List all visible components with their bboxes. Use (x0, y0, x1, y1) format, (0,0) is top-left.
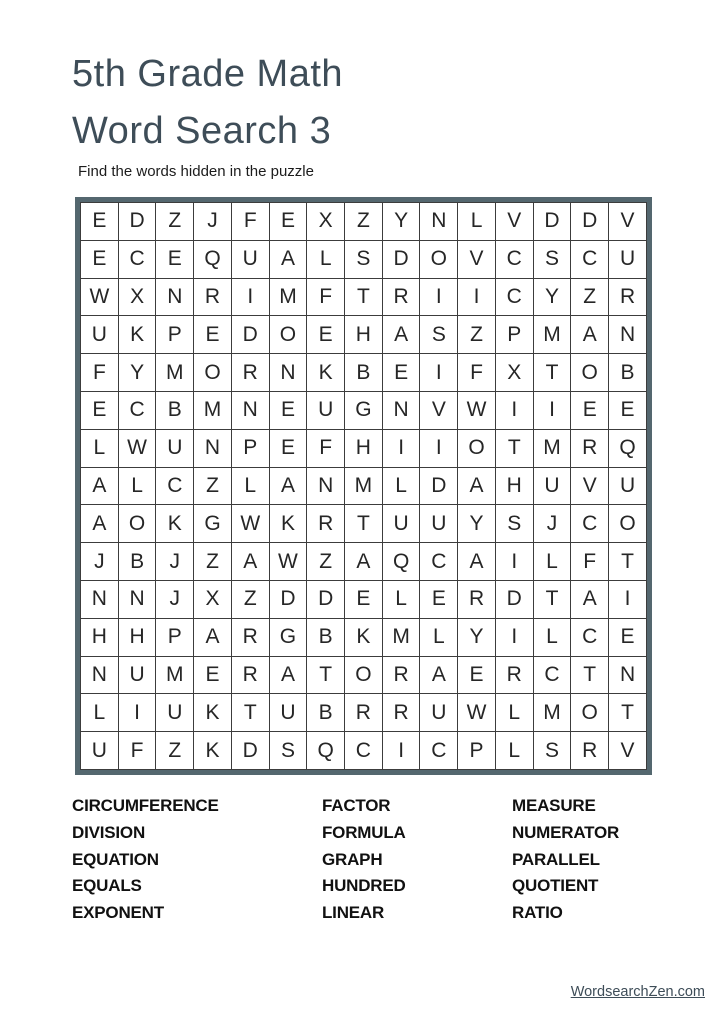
grid-cell: M (533, 429, 571, 467)
word-item: DIVISION (72, 822, 146, 842)
grid-cell: R (495, 656, 533, 694)
word-item: PARALLEL (512, 849, 600, 869)
grid-cell: U (609, 240, 647, 278)
grid-cell: B (118, 543, 156, 581)
grid-cell: V (458, 240, 496, 278)
grid-cell: S (345, 240, 383, 278)
grid-cell: V (420, 391, 458, 429)
grid-row (81, 316, 647, 354)
grid-cell: A (382, 316, 420, 354)
grid-cell: U (118, 656, 156, 694)
grid-cell: Z (194, 543, 232, 581)
grid-row (81, 278, 647, 316)
grid-cell: R (458, 580, 496, 618)
grid-cell: I (533, 391, 571, 429)
letter-grid-table (80, 202, 647, 770)
grid-cell: A (269, 656, 307, 694)
grid-cell: S (495, 505, 533, 543)
grid-cell: T (231, 694, 269, 732)
grid-cell: E (609, 391, 647, 429)
word-item: CIRCUMFERENCE (72, 796, 219, 815)
grid-cell: R (571, 732, 609, 770)
word-item: FORMULA (322, 822, 406, 842)
grid-cell: E (345, 580, 383, 618)
grid-cell: E (609, 618, 647, 656)
grid-cell: T (533, 580, 571, 618)
grid-cell: J (81, 543, 119, 581)
grid-cell: O (194, 354, 232, 392)
grid-cell: X (307, 203, 345, 241)
grid-cell: A (269, 240, 307, 278)
grid-cell: B (156, 391, 194, 429)
grid-cell: C (495, 278, 533, 316)
grid-cell: R (345, 694, 383, 732)
grid-cell: E (307, 316, 345, 354)
grid-cell: C (533, 656, 571, 694)
grid-cell: R (307, 505, 345, 543)
grid-cell: H (345, 429, 383, 467)
grid-cell: U (307, 391, 345, 429)
grid-cell: L (118, 467, 156, 505)
grid-cell: C (345, 732, 383, 770)
grid-cell: T (609, 694, 647, 732)
grid-cell: N (307, 467, 345, 505)
word-item: EQUALS (72, 876, 142, 896)
grid-cell: K (156, 505, 194, 543)
word-item: NUMERATOR (512, 822, 620, 842)
grid-row (81, 543, 647, 581)
grid-cell: P (458, 732, 496, 770)
grid-cell: G (269, 618, 307, 656)
grid-cell: I (420, 278, 458, 316)
grid-cell: A (345, 543, 383, 581)
grid-cell: Y (458, 618, 496, 656)
grid-cell: E (458, 656, 496, 694)
grid-cell: N (81, 656, 119, 694)
grid-cell: E (156, 240, 194, 278)
grid-row (81, 694, 647, 732)
grid-cell: L (458, 203, 496, 241)
grid-cell: R (231, 656, 269, 694)
grid-cell: F (307, 278, 345, 316)
grid-cell: L (533, 618, 571, 656)
grid-cell: J (156, 543, 194, 581)
grid-cell: N (194, 429, 232, 467)
grid-cell: I (231, 278, 269, 316)
grid-cell: N (156, 278, 194, 316)
grid-cell: I (118, 694, 156, 732)
grid-cell: V (609, 732, 647, 770)
grid-cell: A (571, 316, 609, 354)
grid-cell: T (609, 543, 647, 581)
word-item: LINEAR (322, 903, 385, 923)
grid-cell: M (156, 354, 194, 392)
grid-row (81, 732, 647, 770)
grid-cell: R (231, 618, 269, 656)
grid-cell: Z (231, 580, 269, 618)
grid-cell: L (495, 694, 533, 732)
grid-cell: P (495, 316, 533, 354)
grid-cell: H (81, 618, 119, 656)
grid-row (81, 391, 647, 429)
grid-row (81, 354, 647, 392)
grid-cell: P (231, 429, 269, 467)
grid-cell: U (533, 467, 571, 505)
grid-cell: T (533, 354, 571, 392)
grid-cell: A (231, 543, 269, 581)
grid-cell: E (81, 240, 119, 278)
grid-cell: B (307, 694, 345, 732)
grid-cell: J (533, 505, 571, 543)
grid-cell: R (382, 656, 420, 694)
grid-cell: N (118, 580, 156, 618)
grid-cell: I (420, 354, 458, 392)
grid-cell: R (382, 278, 420, 316)
grid-cell: U (382, 505, 420, 543)
grid-cell: U (156, 694, 194, 732)
grid-cell: I (458, 278, 496, 316)
grid-cell: D (231, 316, 269, 354)
grid-cell: C (420, 543, 458, 581)
grid-cell: Z (571, 278, 609, 316)
word-search-grid (75, 197, 652, 775)
grid-cell: A (571, 580, 609, 618)
grid-cell: E (269, 429, 307, 467)
grid-cell: M (194, 391, 232, 429)
grid-cell: L (231, 467, 269, 505)
grid-cell: L (533, 543, 571, 581)
grid-cell: V (495, 203, 533, 241)
grid-cell: Y (382, 203, 420, 241)
grid-cell: Q (382, 543, 420, 581)
grid-cell: E (194, 656, 232, 694)
grid-cell: R (382, 694, 420, 732)
grid-cell: O (118, 505, 156, 543)
grid-cell: M (533, 316, 571, 354)
grid-cell: E (194, 316, 232, 354)
word-item: QUOTIENT (512, 876, 599, 896)
grid-cell: U (156, 429, 194, 467)
grid-cell: G (345, 391, 383, 429)
grid-cell: U (81, 732, 119, 770)
grid-cell: D (571, 203, 609, 241)
grid-cell: L (495, 732, 533, 770)
grid-cell: N (81, 580, 119, 618)
grid-cell: I (382, 429, 420, 467)
grid-cell: K (269, 505, 307, 543)
grid-cell: K (118, 316, 156, 354)
word-list-column-2 (322, 793, 512, 927)
grid-cell: C (118, 240, 156, 278)
grid-cell: I (495, 543, 533, 581)
grid-cell: S (533, 240, 571, 278)
grid-cell: E (269, 391, 307, 429)
grid-cell: K (194, 732, 232, 770)
grid-cell: P (156, 316, 194, 354)
grid-cell: A (420, 656, 458, 694)
grid-cell: K (345, 618, 383, 656)
grid-cell: W (118, 429, 156, 467)
page-title-line2: Word Search 3 (72, 110, 332, 152)
grid-cell: N (420, 203, 458, 241)
grid-cell: Z (156, 732, 194, 770)
grid-cell: Z (307, 543, 345, 581)
grid-cell: F (458, 354, 496, 392)
grid-cell: W (458, 391, 496, 429)
grid-cell: D (495, 580, 533, 618)
grid-cell: O (458, 429, 496, 467)
grid-cell: Y (533, 278, 571, 316)
grid-cell: Q (307, 732, 345, 770)
grid-cell: B (345, 354, 383, 392)
grid-cell: M (345, 467, 383, 505)
grid-cell: F (571, 543, 609, 581)
footer-link[interactable]: WordsearchZen.com (570, 984, 705, 1000)
grid-cell: C (571, 240, 609, 278)
grid-cell: J (194, 203, 232, 241)
grid-cell: T (345, 505, 383, 543)
grid-cell: I (495, 391, 533, 429)
word-list-column-3 (512, 793, 652, 927)
grid-cell: C (571, 618, 609, 656)
grid-cell: L (307, 240, 345, 278)
grid-cell: S (269, 732, 307, 770)
grid-cell: W (231, 505, 269, 543)
word-item: RATIO (512, 903, 563, 923)
page-subtitle: Find the words hidden in the puzzle (78, 163, 314, 180)
grid-cell: L (81, 429, 119, 467)
grid-cell: W (458, 694, 496, 732)
footer (405, 983, 705, 1001)
grid-cell: D (118, 203, 156, 241)
grid-cell: U (420, 694, 458, 732)
page-title-line1: 5th Grade Math (72, 53, 344, 95)
grid-cell: N (231, 391, 269, 429)
grid-row (81, 656, 647, 694)
grid-cell: P (156, 618, 194, 656)
word-item: EQUATION (72, 849, 159, 869)
grid-cell: X (118, 278, 156, 316)
grid-cell: A (194, 618, 232, 656)
grid-cell: R (231, 354, 269, 392)
grid-cell: C (118, 391, 156, 429)
grid-cell: C (420, 732, 458, 770)
grid-cell: U (269, 694, 307, 732)
grid-cell: A (269, 467, 307, 505)
grid-cell: W (269, 543, 307, 581)
grid-cell: F (118, 732, 156, 770)
grid-cell: K (307, 354, 345, 392)
grid-cell: Y (118, 354, 156, 392)
grid-cell: N (609, 656, 647, 694)
grid-cell: Z (194, 467, 232, 505)
grid-cell: Y (458, 505, 496, 543)
grid-cell: Z (345, 203, 383, 241)
grid-row (81, 580, 647, 618)
grid-cell: D (231, 732, 269, 770)
word-list (72, 793, 652, 927)
grid-cell: D (382, 240, 420, 278)
grid-cell: E (571, 391, 609, 429)
grid-cell: O (420, 240, 458, 278)
grid-cell: R (609, 278, 647, 316)
grid-cell: J (156, 580, 194, 618)
grid-cell: W (81, 278, 119, 316)
word-item: MEASURE (512, 796, 596, 815)
page-title (72, 46, 343, 160)
grid-cell: H (495, 467, 533, 505)
grid-row (81, 429, 647, 467)
grid-cell: A (81, 467, 119, 505)
grid-cell: Q (194, 240, 232, 278)
grid-cell: F (81, 354, 119, 392)
grid-cell: V (571, 467, 609, 505)
grid-cell: U (81, 316, 119, 354)
grid-cell: E (81, 203, 119, 241)
grid-cell: O (609, 505, 647, 543)
grid-row (81, 467, 647, 505)
grid-cell: T (571, 656, 609, 694)
grid-row (81, 203, 647, 241)
grid-cell: R (571, 429, 609, 467)
grid-cell: I (420, 429, 458, 467)
grid-cell: U (231, 240, 269, 278)
grid-cell: U (609, 467, 647, 505)
grid-cell: G (194, 505, 232, 543)
grid-cell: I (609, 580, 647, 618)
grid-cell: T (495, 429, 533, 467)
grid-cell: D (307, 580, 345, 618)
grid-cell: R (194, 278, 232, 316)
grid-cell: M (533, 694, 571, 732)
grid-cell: E (420, 580, 458, 618)
grid-cell: D (269, 580, 307, 618)
grid-cell: H (345, 316, 383, 354)
grid-cell: F (231, 203, 269, 241)
grid-cell: L (382, 580, 420, 618)
grid-cell: Q (609, 429, 647, 467)
grid-cell: N (382, 391, 420, 429)
grid-cell: L (382, 467, 420, 505)
grid-cell: M (382, 618, 420, 656)
grid-cell: O (269, 316, 307, 354)
grid-row (81, 240, 647, 278)
grid-cell: S (420, 316, 458, 354)
grid-cell: T (307, 656, 345, 694)
grid-cell: N (269, 354, 307, 392)
grid-cell: C (495, 240, 533, 278)
grid-cell: U (420, 505, 458, 543)
grid-row (81, 505, 647, 543)
grid-cell: I (382, 732, 420, 770)
grid-cell: E (269, 203, 307, 241)
word-item: HUNDRED (322, 876, 406, 896)
word-list-column-1 (72, 793, 322, 927)
grid-cell: O (345, 656, 383, 694)
grid-cell: A (458, 543, 496, 581)
grid-cell: O (571, 694, 609, 732)
word-item: FACTOR (322, 796, 391, 815)
grid-cell: M (156, 656, 194, 694)
grid-cell: M (269, 278, 307, 316)
grid-cell: C (156, 467, 194, 505)
grid-cell: F (307, 429, 345, 467)
grid-cell: H (118, 618, 156, 656)
grid-cell: D (533, 203, 571, 241)
grid-row (81, 618, 647, 656)
grid-cell: V (609, 203, 647, 241)
grid-cell: B (609, 354, 647, 392)
grid-cell: E (382, 354, 420, 392)
grid-cell: B (307, 618, 345, 656)
grid-cell: S (533, 732, 571, 770)
grid-cell: L (81, 694, 119, 732)
grid-cell: I (495, 618, 533, 656)
grid-cell: C (571, 505, 609, 543)
grid-cell: A (81, 505, 119, 543)
grid-cell: Z (156, 203, 194, 241)
grid-cell: X (194, 580, 232, 618)
grid-cell: N (609, 316, 647, 354)
grid-cell: Z (458, 316, 496, 354)
word-item: EXPONENT (72, 903, 164, 923)
grid-cell: D (420, 467, 458, 505)
grid-cell: O (571, 354, 609, 392)
word-item: GRAPH (322, 849, 383, 869)
grid-cell: A (458, 467, 496, 505)
grid-cell: K (194, 694, 232, 732)
grid-cell: L (420, 618, 458, 656)
grid-cell: X (495, 354, 533, 392)
grid-cell: T (345, 278, 383, 316)
grid-cell: E (81, 391, 119, 429)
